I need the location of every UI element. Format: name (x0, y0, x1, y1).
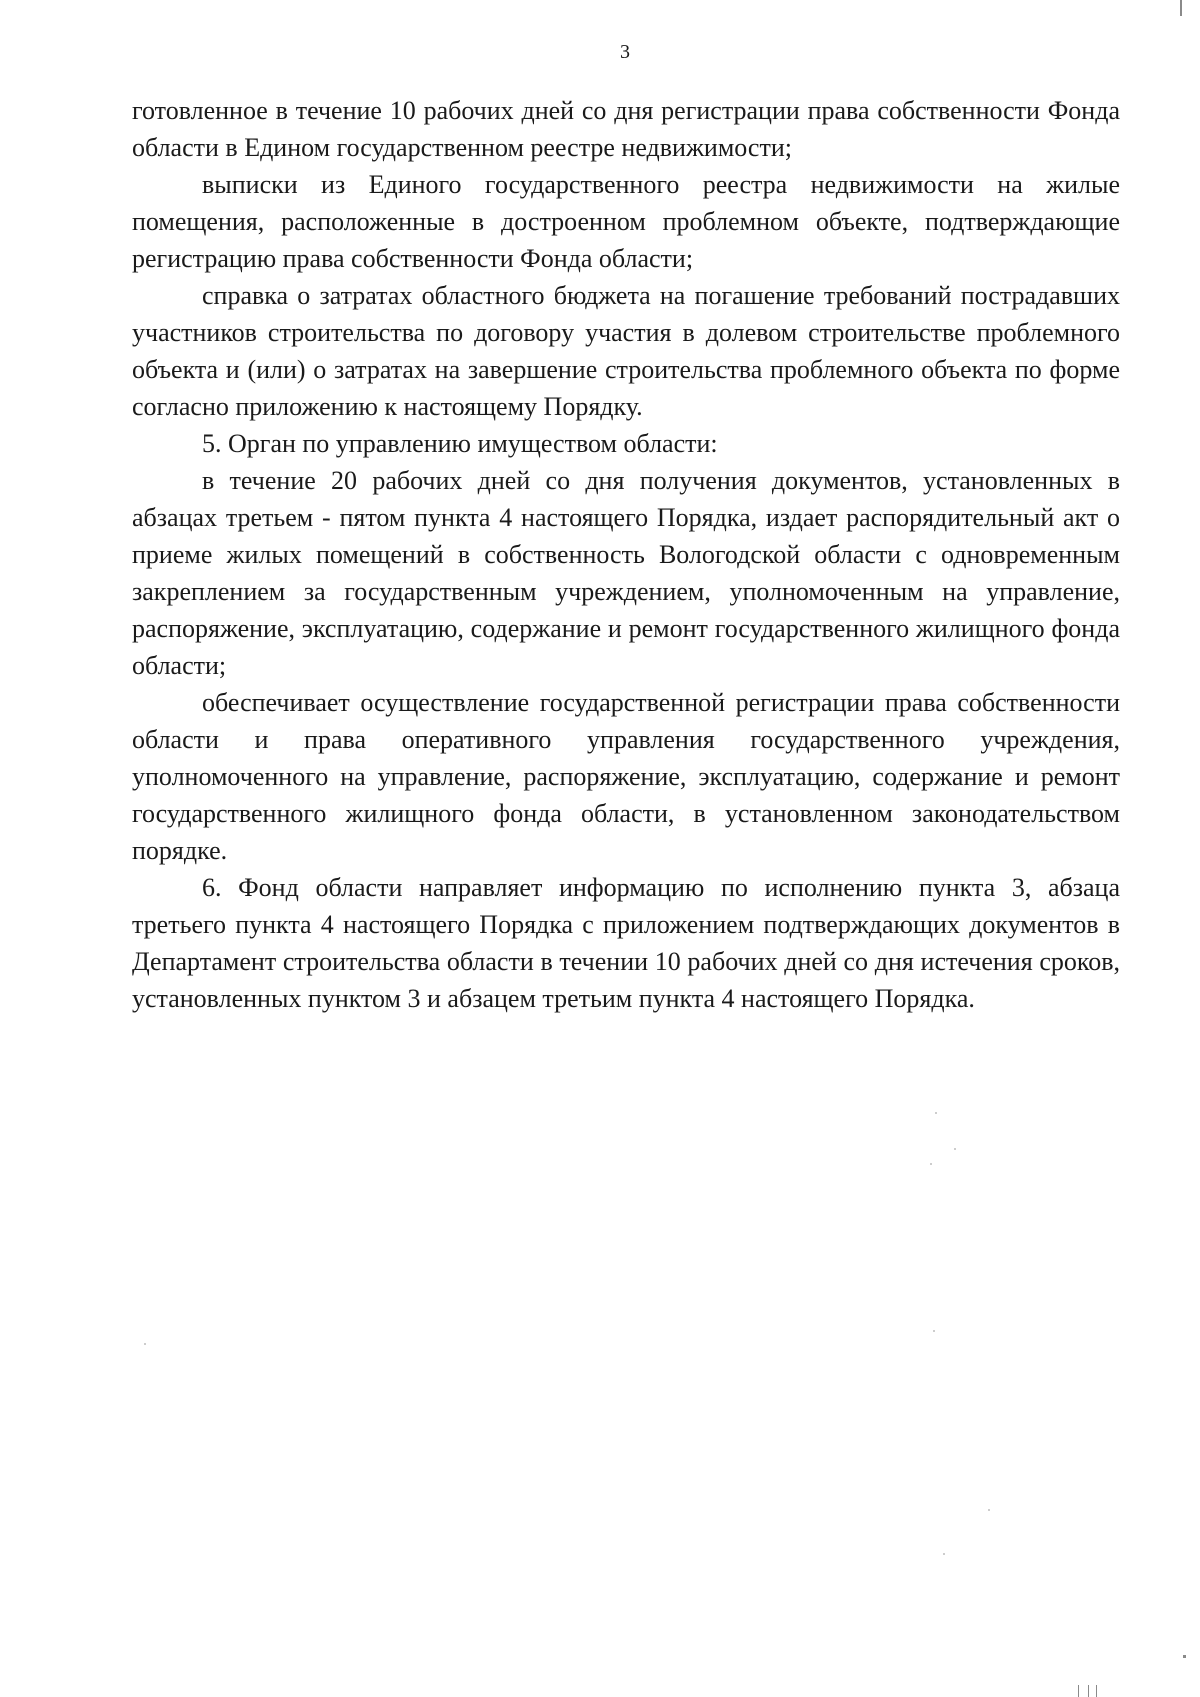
scan-speck (933, 1330, 935, 1332)
paragraph-item-5-heading: 5. Орган по управлению имуществом области: (202, 429, 718, 458)
paragraph-item-5-registration: обеспечивает осуществление государственной регистрации права собственности области и права оперативного управления государственного учреждения, уполномоченного на управление, распоряжение, эксплуатацию, содержание и ремонт государственного жилищного фонда области, в установленном законодательством порядке. (132, 688, 1120, 865)
scan-speck (935, 1112, 937, 1114)
page-number: 3 (620, 41, 630, 63)
scan-edge-mark (1183, 1655, 1186, 1658)
scan-speck (954, 1148, 956, 1150)
scan-speck (930, 1163, 932, 1165)
paragraph-registry-extracts: выписки из Единого государственного реестра недвижимости на жилые помещения, расположенные в достроенном проблемном объекте, подтверждающие регистрацию права собственности Фонда области; (132, 170, 1120, 273)
scan-edge-mark (1078, 1685, 1079, 1697)
paragraph-item-6: 6. Фонд области направляет информацию по исполнению пункта 3, абзаца третьего пункта 4 настоящего Порядка с приложением подтверждающих документов в Департамент строительства области в течении 10 рабочих дней со дня истечения сроков, установленных пунктом 3 и абзацем третьим пункта 4 настоящего Порядка. (132, 873, 1120, 1013)
paragraph-item-5-act: в течение 20 рабочих дней со дня получения документов, установленных в абзацах третьем - пятом пункта 4 настоящего Порядка, издает распорядительный акт о приеме жилых помещений в собственность Вологодской области с одновременным закреплением за государственным учреждением, уполномоченным на управление, распоряжение, эксплуатацию, содержание и ремонт государственного жилищного фонда области; (132, 466, 1120, 680)
scan-speck (144, 1343, 146, 1345)
document-body (132, 92, 1120, 1017)
scan-speck (988, 1509, 990, 1511)
scan-edge-mark (1096, 1685, 1097, 1697)
paragraph-continuation: готовленное в течение 10 рабочих дней со дня регистрации права собственности Фонда области в Едином государственном реестре недвижимости; (132, 96, 1120, 162)
scan-edge-mark (1180, 0, 1182, 16)
scan-speck (943, 1553, 945, 1555)
scan-edge-mark (1088, 1685, 1089, 1697)
paragraph-cost-certificate: справка о затратах областного бюджета на погашение требований пострадавших участников строительства по договору участия в долевом строительстве проблемного объекта и (или) о затратах на завершение строительства проблемного объекта по форме согласно приложению к настоящему Порядку. (132, 281, 1120, 421)
